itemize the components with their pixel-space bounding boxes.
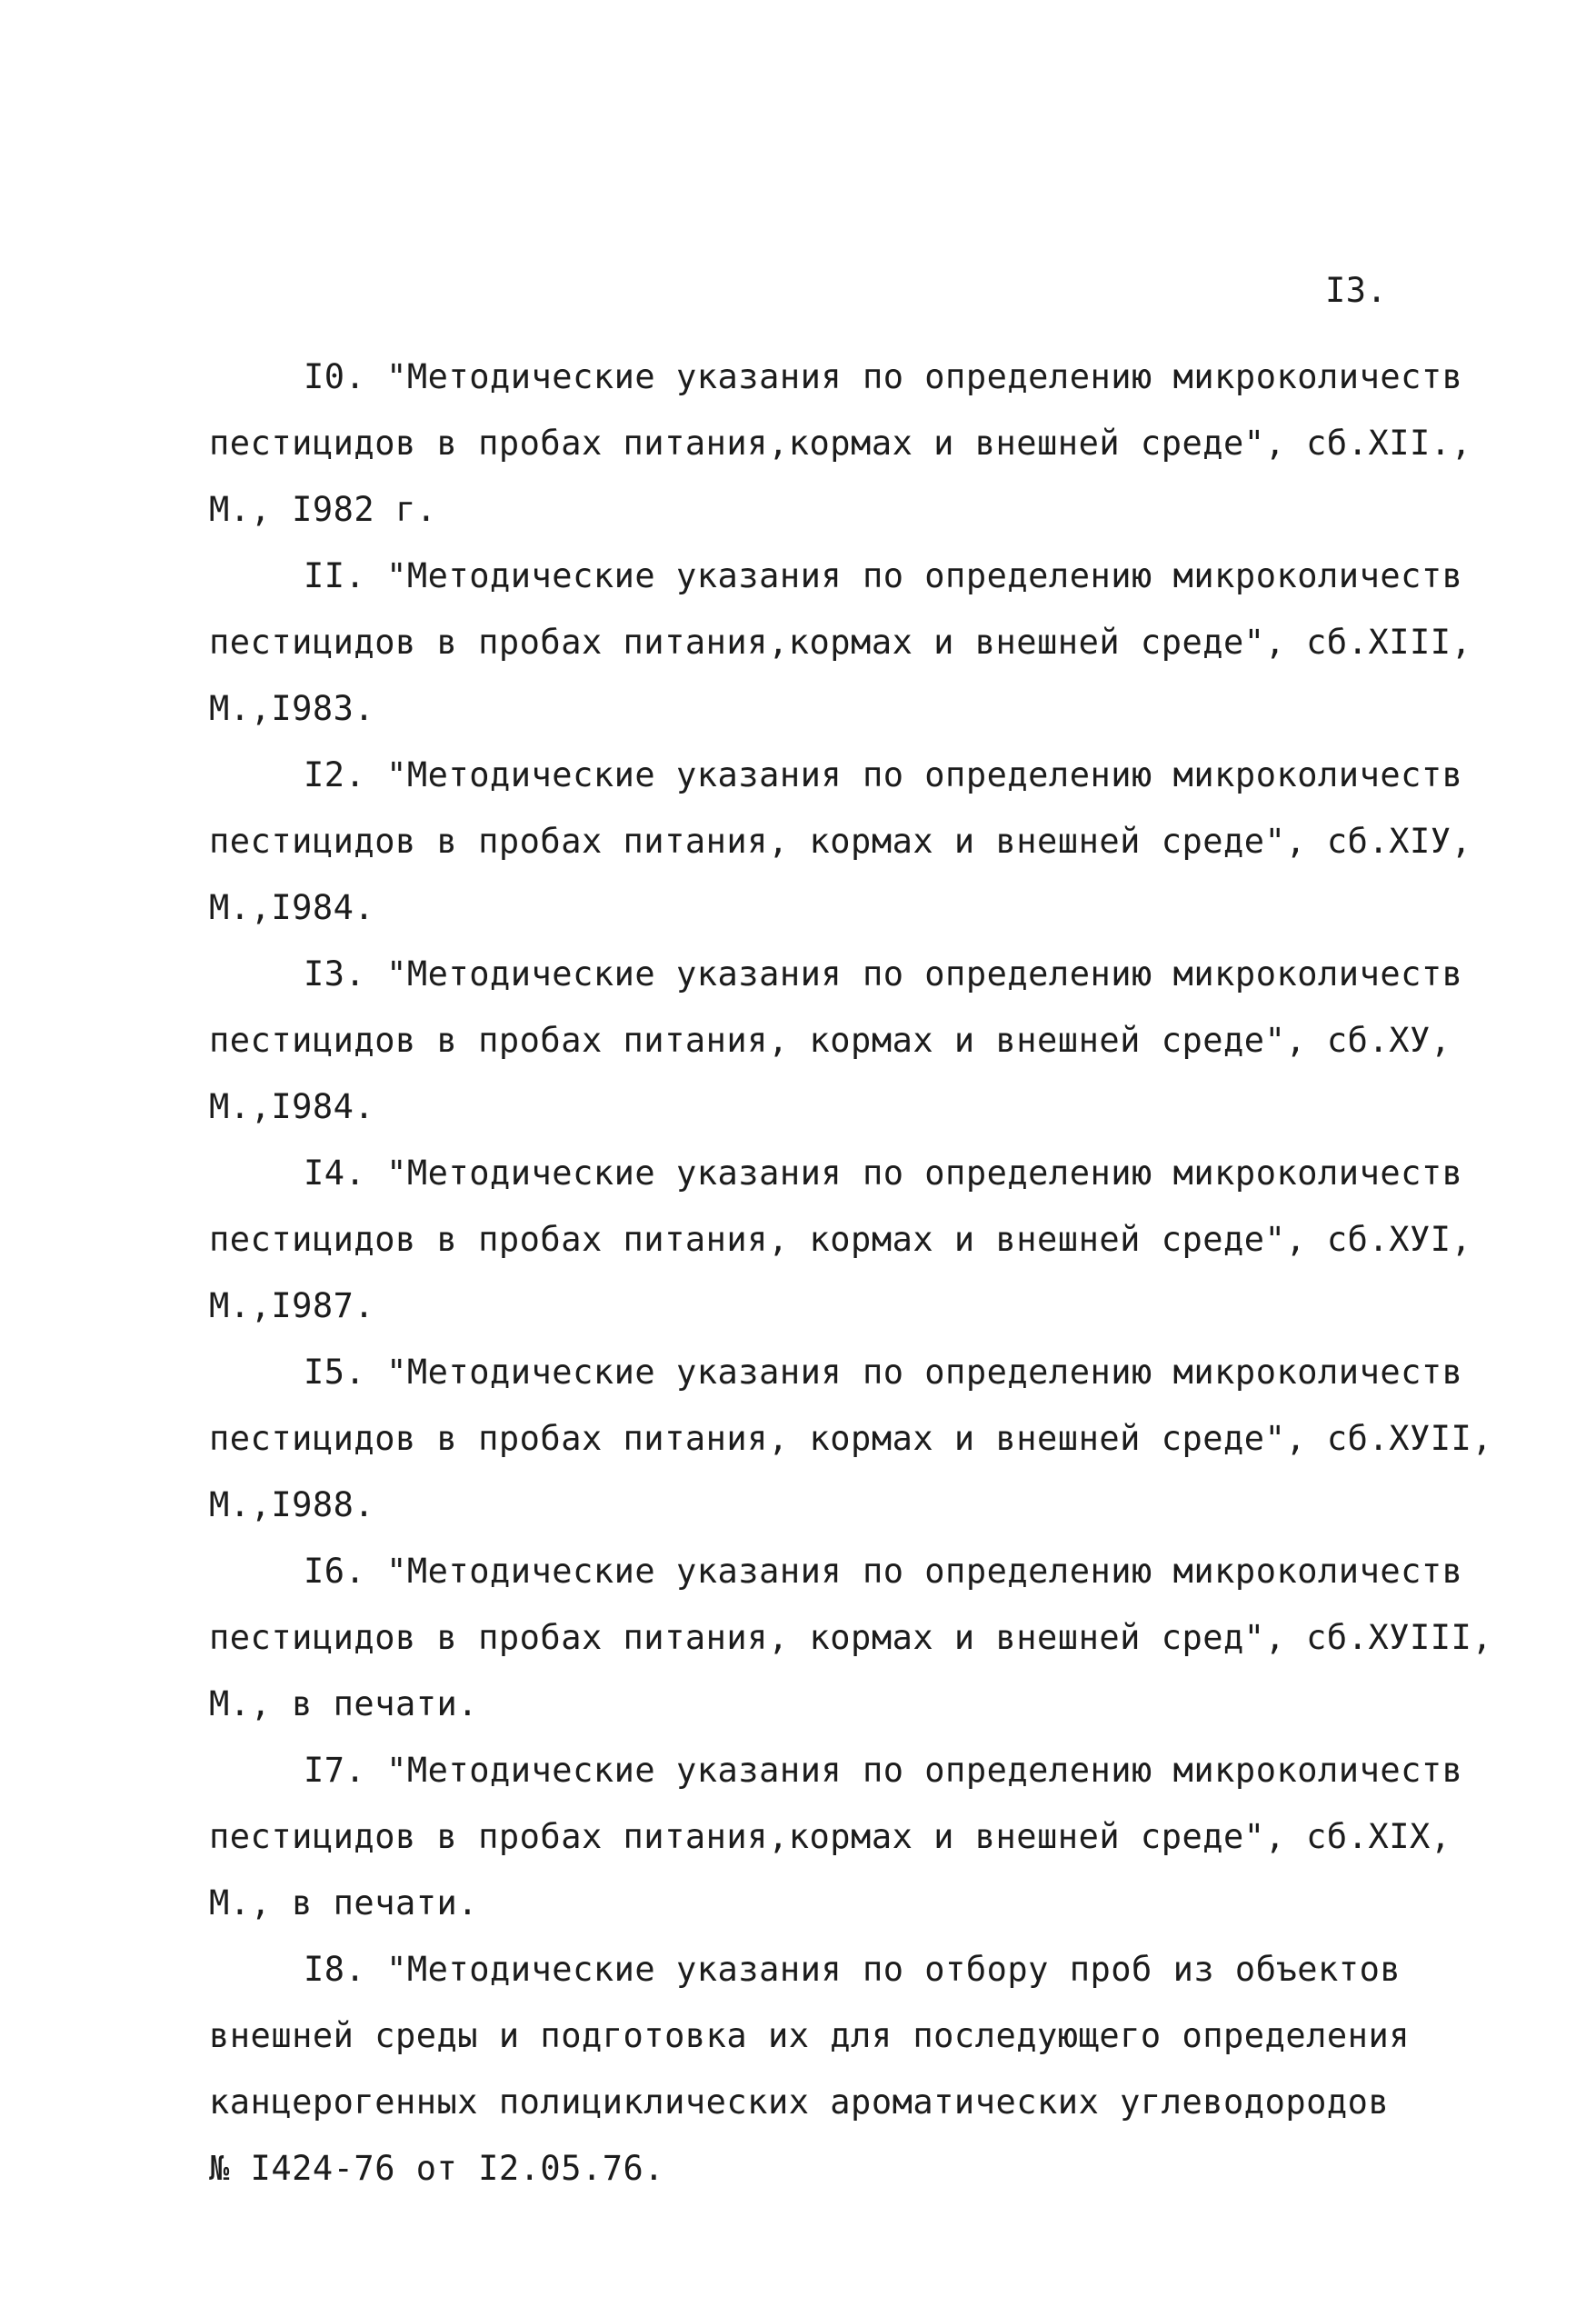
reference-item-17 bbox=[0, 1737, 1596, 1936]
reference-line: II. "Методические указания по определению микроколичеств bbox=[304, 556, 1463, 595]
reference-line: канцерогенных полициклических ароматических углеводородов bbox=[209, 2082, 1390, 2122]
reference-line: пестицидов в пробах питания, кормах и внешней среде", сб.XУII, bbox=[209, 1419, 1493, 1458]
reference-item-16 bbox=[0, 1538, 1596, 1737]
reference-item-15 bbox=[0, 1339, 1596, 1538]
reference-line: пестицидов в пробах питания, кормах и внешней среде", сб.XУ, bbox=[209, 1021, 1451, 1060]
reference-line: пестицидов в пробах питания, кормах и внешней сред", сб.XУIII, bbox=[209, 1618, 1493, 1657]
reference-line: внешней среды и подготовка их для последующего определения bbox=[209, 2016, 1411, 2055]
reference-item-18 bbox=[0, 1936, 1596, 2202]
reference-item-11 bbox=[0, 543, 1596, 742]
reference-line: I6. "Методические указания по определению микроколичеств bbox=[304, 1552, 1463, 1591]
reference-line: пестицидов в пробах питания,кормах и внешней среде", сб.XIX, bbox=[209, 1817, 1451, 1856]
reference-line: № I424-76 от I2.05.76. bbox=[209, 2149, 665, 2188]
reference-line: I5. "Методические указания по определению микроколичеств bbox=[304, 1353, 1463, 1392]
reference-item-12 bbox=[0, 742, 1596, 941]
reference-line: М., I982 г. bbox=[209, 490, 437, 529]
reference-line: пестицидов в пробах питания, кормах и внешней среде", сб.XIУ, bbox=[209, 822, 1472, 861]
reference-line: пестицидов в пробах питания,кормах и внешней среде", сб.XIII, bbox=[209, 623, 1472, 662]
reference-line: пестицидов в пробах питания, кормах и внешней среде", сб.XУI, bbox=[209, 1220, 1472, 1259]
reference-item-14 bbox=[0, 1140, 1596, 1339]
reference-line: I0. "Методические указания по определению микроколичеств bbox=[304, 357, 1463, 396]
reference-item-13 bbox=[0, 941, 1596, 1140]
reference-line: I3. "Методические указания по определению микроколичеств bbox=[304, 954, 1463, 994]
reference-line: I7. "Методические указания по определению микроколичеств bbox=[304, 1751, 1463, 1790]
reference-list bbox=[0, 344, 1596, 2202]
reference-item-10 bbox=[0, 344, 1596, 543]
page-number: I3. bbox=[1325, 271, 1388, 310]
reference-line: М., в печати. bbox=[209, 1684, 479, 1723]
reference-line: М., в печати. bbox=[209, 1883, 479, 1922]
reference-line: М.,I983. bbox=[209, 689, 375, 728]
reference-line: М.,I987. bbox=[209, 1286, 375, 1325]
reference-line: М.,I984. bbox=[209, 888, 375, 927]
reference-line: М.,I984. bbox=[209, 1087, 375, 1126]
reference-line: М.,I988. bbox=[209, 1485, 375, 1524]
reference-line: пестицидов в пробах питания,кормах и внешней среде", сб.XII., bbox=[209, 424, 1472, 463]
reference-line: I4. "Методические указания по определению микроколичеств bbox=[304, 1154, 1463, 1193]
reference-line: I2. "Методические указания по определению микроколичеств bbox=[304, 755, 1463, 794]
reference-line: I8. "Методические указания по отбору проб из объектов bbox=[304, 1950, 1401, 1989]
